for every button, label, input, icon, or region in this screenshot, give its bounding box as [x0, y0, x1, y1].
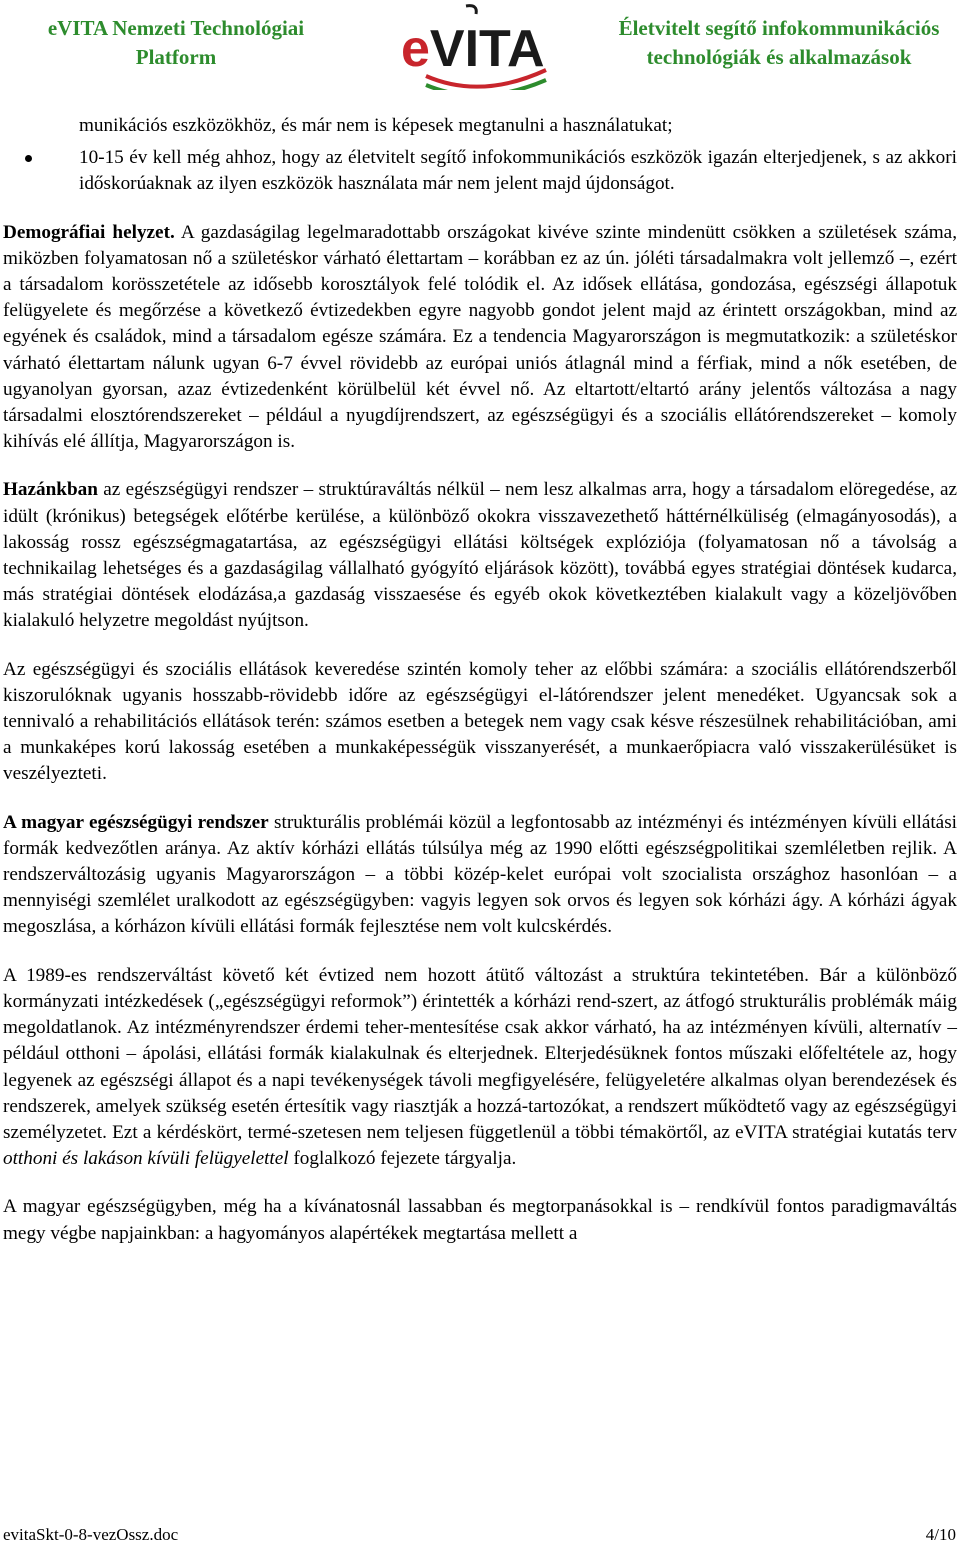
header-right-line2: technológiák és alkalmazások: [646, 45, 912, 69]
paragraph-demography-text: A gazdaságilag legelmaradottabb országokat kivéve szinte mindenütt csökken a születések száma, miközben folyamatosan nő a születéskor várható élettartam – korábban ez az ún. jóléti társadalmakra volt jellemző –, ezért a társadalom korösszetétele az idősebb korosztályok felé tolódik el. Az idősek ellátása, gondozása, egészségi állapotuk felügyelete és megőrzése a következő évtizedekben egyre nagyobb gondot jelent majd az érintett országokban, mind az egyének és családok, mind a társadalom egésze számára. Ez a tendencia Magyarországon is megmutatkozik: a születéskor várható élettartam nálunk ugyan 6-7 évvel rövidebb az európai uniós átlagnál mind a férfiak, mind a nők esetében, de ugyanolyan gyorsan, azaz évtizedenként körülbelül két évvel nő. Az eltartott/eltartó arány jelentős változása a nagy társadalmi elosztórendszereket – például a nyugdíjrendszert, az egészségügyi és a szociális ellátórendszereket – komoly kihívás elé állítja, Magyarországon is.: [3, 221, 957, 453]
header-left-line1: eVITA Nemzeti Technológiai: [47, 16, 305, 40]
header-topic-title: [604, 14, 954, 72]
header-right-line1: Életvitelt segítő infokommunikációs: [618, 16, 940, 40]
paragraph-hungary: [3, 477, 957, 634]
paragraph-regime-change-italic: otthoni és lakáson kívüli felügyelettel: [3, 1148, 289, 1170]
heading-demography: Demográfiai helyzet.: [3, 221, 175, 243]
bullet-item: [3, 145, 957, 197]
paragraph-health-system: [3, 810, 957, 941]
paragraph-regime-change-tail: foglalkozó fejezete tárgyalja.: [288, 1148, 517, 1170]
paragraph-social-care: Az egészségügyi és szociális ellátások keveredése szintén komoly teher az előbbi számára: a szociális ellátórendszerből kiszorulóknak ugyanis hosszabb-rövidebb időre az egészségügyi el-látórendszer jelent menedéket. Ugyancsak sok a tennivaló a rehabilitációs ellátások terén: számos esetben a betegek nem vagy csak késve részesülnek rehabilitációban, ami a munkaképes korú lakosság esetében a munkaképességük visszanyerését, a munkaerőpiacra való visszakerülésüket is veszélyezteti.: [3, 658, 957, 785]
evita-logo: [396, 0, 566, 90]
bullet-text: 10-15 év kell még ahhoz, hogy az életvitelt segítő infokommunikációs eszközök igazán elterjedjenek, s az akkori időskorúaknak az ilyen eszközök használata már nem jelent majd újdonságot.: [79, 147, 957, 195]
continued-bullet-line: munikációs eszközökhöz, és már nem is képesek megtanulni a használatukat;: [79, 115, 673, 136]
heading-health-system: A magyar egészségügyi rendszer: [3, 811, 269, 833]
document-body: [3, 113, 957, 1269]
header-platform-title: [6, 14, 346, 72]
page-header: [0, 0, 960, 92]
paragraph-paradigm: A magyar egészségügyben, még ha a kívánatosnál lassabban és megtorpanásokkal is – rendkívül fontos paradigmaváltás megy végbe napjainkban: a hagyományos alapértékek megtartása mellett a: [3, 1196, 957, 1244]
header-left-line2: Platform: [135, 45, 217, 69]
heading-hungary: Hazánkban: [3, 479, 98, 501]
paragraph-hungary-text: az egészségügyi rendszer – struktúraváltás nélkül – nem lesz alkalmas arra, hogy a társadalom elöregedése, az idült (krónikus) betegségek előtérbe kerülése, a különböző okokra visszavezethető háttérnélküliség (elmagányosodás), a lakosság rossz egészségmagatartása, az egészségügyi ellátási költségek explóziója (folyamatosan nő a távolság a technikailag lehetséges és a gazdaságilag vállalható gyógyító eljárások között), továbbá egyes stratégiai döntések kudarca, más stratégiai döntések elodázása,a gazdaság visszaesése és egyéb okok következtében kialakult vagy a közeljövőben kialakuló helyzetre megoldást nyújtson.: [3, 479, 957, 632]
paragraph-regime-change-text: A 1989-es rendszerváltást követő két évtized nem hozott átütő változást a struktúra tekintetében. Bár a különböző kormányzati intézkedések („egészségügyi reformok”) érintették a kórházi rend-szert, az átfogó strukturális problémák máig megoldatlanok. Az intézményrendszer érdemi teher-mentesítése csak akkor várható, ha az intézményen kívüli, alternatív – például otthoni – ápolási, ellátási formák kialakulnak és elterjednek. Elterjedésüknek fontos műszaki előfeltétele az, hogy legyenek az egészségi állapot és a napi tevékenységek távoli megfigyelésére, felügyeletére alkalmas olyan berendezések és rendszerek, amelyek szükség esetén értesítik vagy riasztják a hozzá-tartozókat, a rendszert működtető vagy az egészségügyi személyzetet. Ezt a kérdéskört, termé-szetesen nem teljesen függetlenül a többi témakörtől, az eVITA stratégiai kutatás terv: [3, 964, 957, 1143]
logo-text: eVITA: [401, 20, 545, 78]
paragraph-regime-change: [3, 963, 957, 1173]
footer-page-number: 4/10: [925, 1525, 956, 1544]
bullet-dot-icon: [25, 155, 32, 162]
paragraph-demography: [3, 220, 957, 456]
paragraph-health-system-text: strukturális problémái közül a legfontosabb az intézményi és intézményen kívüli ellátási formák kedvezőtlen aránya. Az aktív kórházi ellátás túlsúlya még az 1990 előtti egészségpolitikai szemléletben rejlik. A rendszerváltozásig ugyanis Magyarországon – a többi közép-kelet európai volt szocialista országhoz hasonlóan – a mennyiségi szemlélet uralkodott az egészségügyben: vagyis legyen sok orvos és legyen sok kórházi ágy. A kórházi ágyak megoszlása, a kórházon kívüli ellátási formák fejlesztése nem volt kulcskérdés.: [3, 811, 957, 938]
footer-filename: evitaSkt-0-8-vezOssz.doc: [3, 1525, 179, 1544]
